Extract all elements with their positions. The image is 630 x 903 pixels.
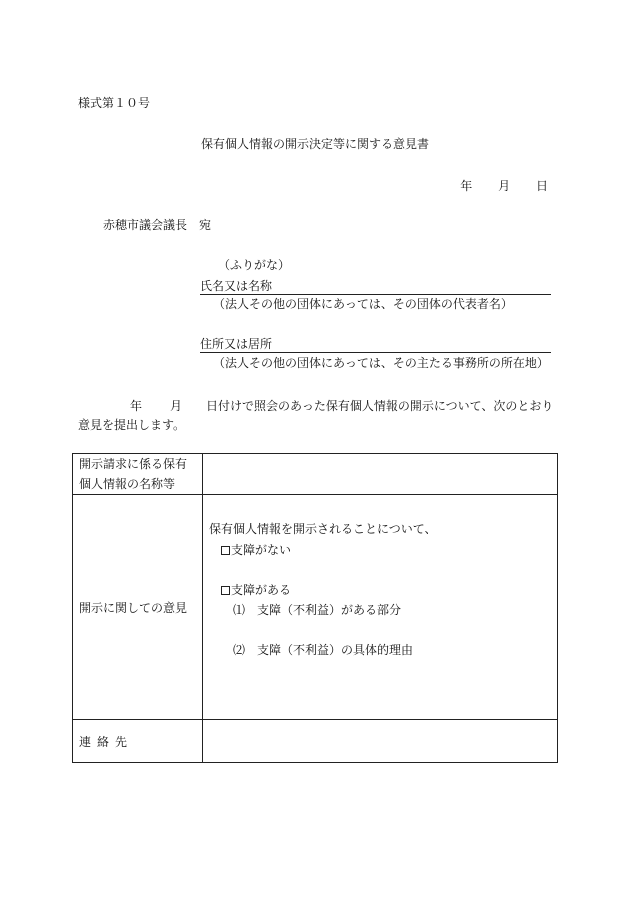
option-obstacle[interactable] bbox=[221, 581, 291, 598]
opinion-table bbox=[72, 453, 558, 763]
body-line-1-text: 日付けで照会のあった保有個人情報の開示について、次のとおり bbox=[206, 399, 554, 413]
date-year-label: 年 bbox=[460, 179, 473, 193]
contact-input-cell[interactable] bbox=[203, 720, 558, 763]
address-field-label: 住所又は居所 bbox=[200, 337, 273, 351]
furigana-label: （ふりがな） bbox=[218, 258, 291, 272]
name-field-label: 氏名又は名称 bbox=[200, 279, 273, 293]
name-field[interactable] bbox=[200, 279, 551, 295]
table-row-opinion bbox=[73, 495, 558, 720]
address-field[interactable] bbox=[200, 337, 551, 353]
table-row-contact bbox=[73, 720, 558, 763]
info-name-label-line2: 個人情報の名称等 bbox=[79, 477, 176, 491]
option-no-obstacle-label: 支障がない bbox=[231, 543, 292, 557]
body-year-label: 年 bbox=[130, 399, 143, 413]
addressee: 赤穂市議会議長 宛 bbox=[103, 218, 212, 232]
contact-label: 連絡先 bbox=[79, 734, 134, 749]
form-number: 様式第１０号 bbox=[78, 96, 151, 110]
opinion-cell bbox=[203, 495, 558, 720]
body-line-2: 意見を提出します。 bbox=[78, 418, 186, 432]
date-month-label: 月 bbox=[498, 179, 511, 193]
document-title: 保有個人情報の開示決定等に関する意見書 bbox=[200, 137, 429, 151]
name-note: （法人その他の団体にあっては、その団体の代表者名） bbox=[213, 297, 513, 311]
address-note: （法人その他の団体にあっては、その主たる事務所の所在地） bbox=[213, 356, 549, 370]
info-name-label-cell bbox=[73, 454, 203, 495]
opinion-label-cell bbox=[73, 495, 203, 720]
body-line-1 bbox=[130, 399, 553, 413]
checkbox-no-obstacle-icon[interactable] bbox=[221, 546, 230, 555]
sub-item-obstacle-reason: ⑵ 支障（不利益）の具体的理由 bbox=[233, 643, 414, 657]
body-month-label: 月 bbox=[170, 399, 183, 413]
opinion-intro: 保有個人情報を開示されることについて、 bbox=[209, 522, 437, 536]
checkbox-obstacle-icon[interactable] bbox=[221, 586, 230, 595]
sub-item-obstacle-part: ⑴ 支障（不利益）がある部分 bbox=[233, 603, 402, 617]
info-name-input-cell[interactable] bbox=[203, 454, 558, 495]
date-line bbox=[460, 179, 548, 193]
option-no-obstacle[interactable] bbox=[221, 541, 291, 558]
option-obstacle-label: 支障がある bbox=[231, 583, 292, 597]
opinion-label: 開示に関しての意見 bbox=[79, 600, 188, 615]
date-day-label: 日 bbox=[535, 179, 548, 193]
table-row-info-name bbox=[73, 454, 558, 495]
contact-label-cell bbox=[73, 720, 203, 763]
info-name-label-line1: 開示請求に係る保有 bbox=[79, 457, 188, 471]
